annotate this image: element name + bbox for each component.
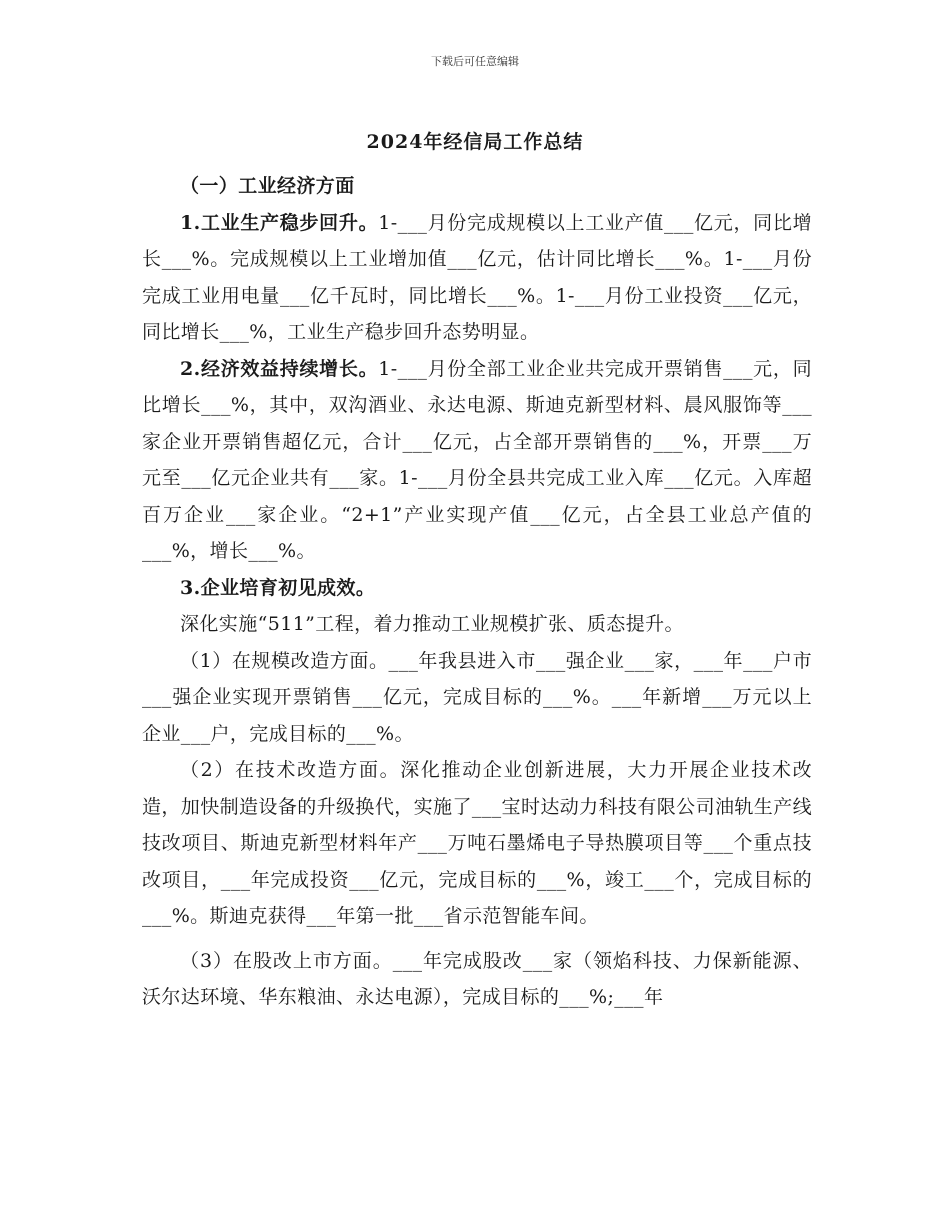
page-header-note: 下载后可任意编辑 bbox=[431, 55, 519, 68]
paragraph-sub-1: （1）在规模改造方面。___年我县进入市___强企业___家，___年___户市___强企业实现开票销售___亿元，完成目标的___%。___年新增___万元以上企业___户，完成目标的___%。 bbox=[142, 649, 812, 745]
document-body bbox=[142, 168, 812, 1016]
section-heading: （一）工业经济方面 bbox=[180, 175, 355, 197]
item-2-lead: 2.经济效益持续增长。 bbox=[180, 357, 379, 380]
paragraph-item-2 bbox=[142, 351, 812, 570]
paragraph-item-1 bbox=[142, 205, 812, 351]
document-title: 2024年经信局工作总结 bbox=[366, 131, 584, 153]
paragraph-sub-3: （3）在股改上市方面。___年完成股改___家（领焰科技、力保新能源、沃尔达环境、华东粮油、永达电源），完成目标的___%;___年 bbox=[142, 949, 812, 1008]
item-2-text: 1-___月份全部工业企业共完成开票销售___元，同比增长___%，其中，双沟酒业、永达电源、斯迪克新型材料、晨风服饰等___家企业开票销售超亿元，合计___亿元，占全部开票销售的___%，开票___万元至___亿元企业共有___家。1-___月份全县共完成工业入库___亿元。入库超百万企业___家企业。“2+1”产业实现产值___亿元，占全县工业总产值的___%，增长___%。 bbox=[142, 357, 812, 562]
paragraph-sub-2: （2）在技术改造方面。深化推动企业创新进展，大力开展企业技术改造，加快制造设备的升级换代，实施了___宝时达动力科技有限公司油轨生产线技改项目、斯迪克新型材料年产___万吨石墨烯电子导热膜项目等___个重点技改项目，___年完成投资___亿元，完成目标的___%，竣工___个，完成目标的___%。斯迪克获得___年第一批___省示范智能车间。 bbox=[142, 759, 812, 927]
item-3-heading: 3.企业培育初见成效。 bbox=[180, 576, 376, 599]
paragraph-511-project: 深化实施“511”工程，着力推动工业规模扩张、质态提升。 bbox=[180, 613, 684, 635]
item-1-text: 1-___月份完成规模以上工业产值___亿元，同比增长___%。完成规模以上工业增加值___亿元，估计同比增长___%。1-___月份完成工业用电量___亿千瓦时，同比增长___%。1-___月份工业投资___亿元，同比增长___%，工业生产稳步回升态势明显。 bbox=[142, 211, 812, 343]
item-1-lead: 1.工业生产稳步回升。 bbox=[180, 211, 379, 234]
